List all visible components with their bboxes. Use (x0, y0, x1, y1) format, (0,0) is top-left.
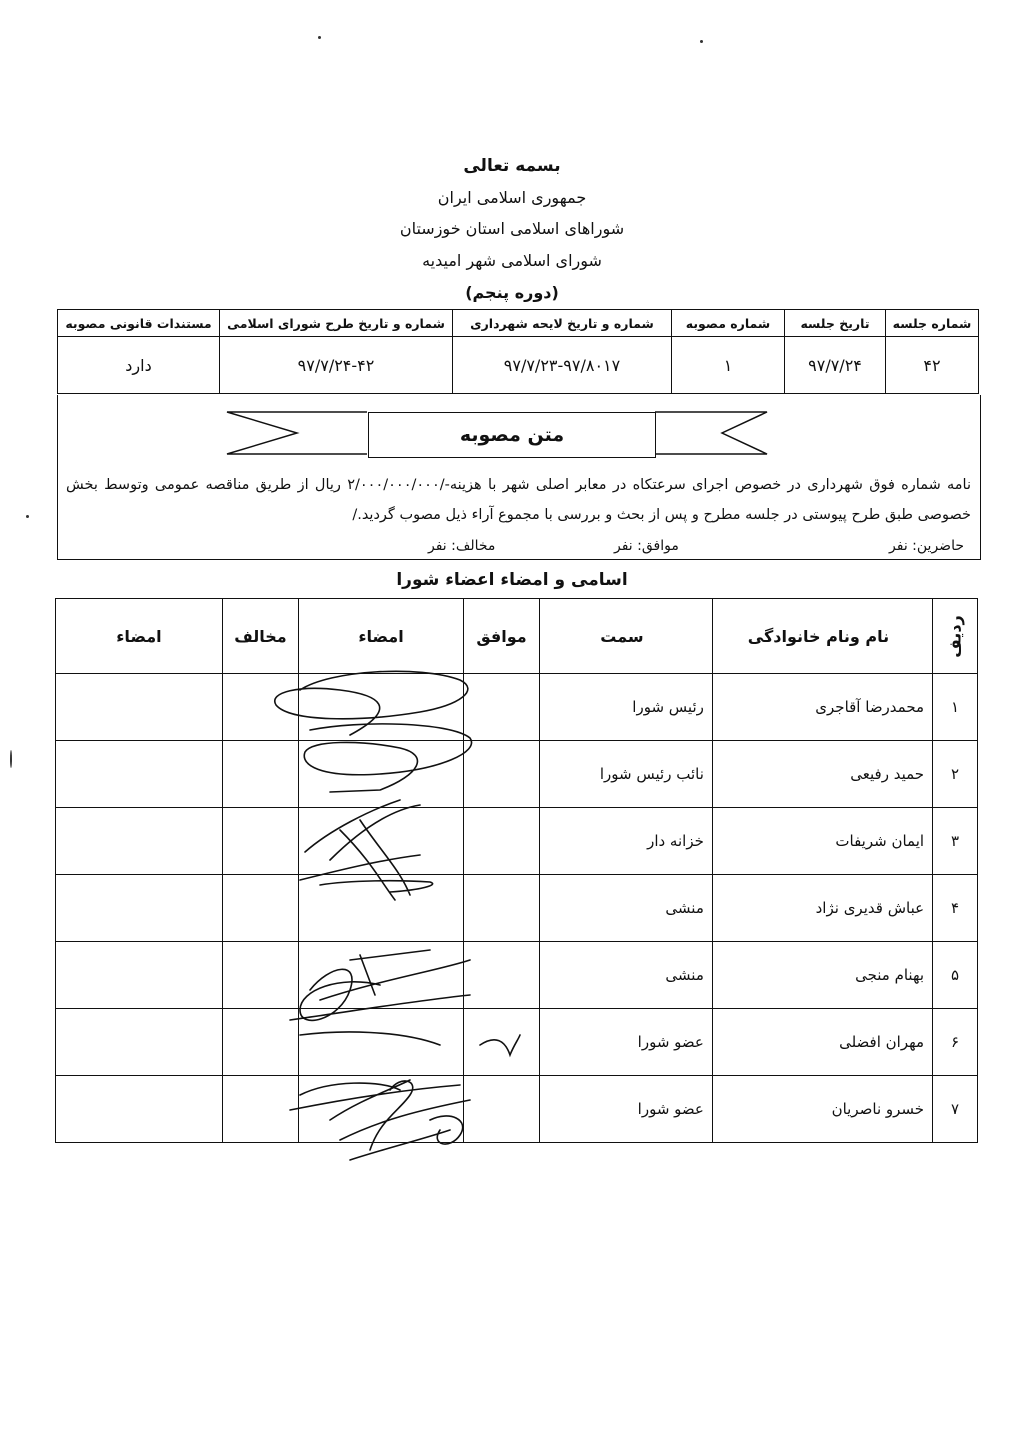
member-row (56, 741, 978, 808)
member-index: ۷ (933, 1076, 978, 1143)
bismillah-heading: بسمه تعالی (463, 156, 561, 176)
member-row (56, 808, 978, 875)
member-row (56, 875, 978, 942)
meta-header-resolution-number: شماره مصوبه (672, 310, 785, 337)
header-signature-2: امضاء (56, 599, 223, 674)
member-name: بهنام منجی (712, 942, 932, 1009)
member-name: مهران افضلی (712, 1009, 932, 1076)
scan-speck (318, 36, 321, 39)
members-title: اسامی و امضاء اعضاء شورا (396, 570, 628, 590)
meta-session-date: ۹۷/۷/۲۴ (785, 337, 886, 394)
scan-speck (10, 750, 12, 768)
member-disagree-cell (222, 674, 298, 741)
meta-session-number: ۴۲ (886, 337, 979, 394)
member-index: ۴ (933, 875, 978, 942)
member-row (56, 674, 978, 741)
member-signature-cell (299, 942, 464, 1009)
disagree-count: مخالف: نفر (428, 538, 496, 554)
member-name: محمدرضا آقاجری (712, 674, 932, 741)
member-disagree-cell (222, 808, 298, 875)
member-signature2-cell (56, 1076, 223, 1143)
meta-resolution-number: ۱ (672, 337, 785, 394)
resolution-title: متن مصوبه (368, 412, 656, 458)
member-agree-cell (463, 942, 539, 1009)
header-role: سمت (540, 599, 713, 674)
resolution-meta-table (57, 309, 979, 394)
header-signature: امضاء (299, 599, 464, 674)
meta-council-plan: ۹۷/۷/۲۴-۴۲ (220, 337, 453, 394)
member-signature2-cell (56, 741, 223, 808)
member-signature-cell (299, 674, 464, 741)
member-agree-cell (463, 875, 539, 942)
meta-header-council-plan: شماره و تاریخ طرح شورای اسلامی (220, 310, 453, 337)
member-row (56, 942, 978, 1009)
member-disagree-cell (222, 741, 298, 808)
member-agree-cell (463, 1009, 539, 1076)
header-disagree: مخالف (222, 599, 298, 674)
member-name: ایمان شریفات (712, 808, 932, 875)
member-index: ۳ (933, 808, 978, 875)
meta-municipal-bill: ۹۷/۷/۲۳-۹۷/۸۰۱۷ (453, 337, 672, 394)
agree-count: موافق: نفر (614, 538, 679, 554)
member-row (56, 1076, 978, 1143)
member-agree-cell (463, 674, 539, 741)
member-signature-cell (299, 808, 464, 875)
member-signature-cell (299, 1076, 464, 1143)
header-agree: موافق (463, 599, 539, 674)
member-signature2-cell (56, 808, 223, 875)
country-heading: جمهوری اسلامی ایران (437, 188, 587, 207)
member-disagree-cell (222, 1076, 298, 1143)
member-row (56, 1009, 978, 1076)
header-index: ردیف (933, 599, 978, 674)
member-role: خزانه دار (540, 808, 713, 875)
member-role: منشی (540, 875, 713, 942)
term-heading: (دوره پنجم) (465, 283, 559, 302)
member-signature-cell (299, 1009, 464, 1076)
member-role: رئیس شورا (540, 674, 713, 741)
member-disagree-cell (222, 1009, 298, 1076)
member-role: نائب رئیس شورا (540, 741, 713, 808)
header-name: نام ونام خانوادگی (712, 599, 932, 674)
meta-legal-docs: دارد (58, 337, 220, 394)
member-index: ۲ (933, 741, 978, 808)
member-signature-cell (299, 741, 464, 808)
member-role: عضو شورا (540, 1009, 713, 1076)
member-role: عضو شورا (540, 1076, 713, 1143)
member-index: ۵ (933, 942, 978, 1009)
member-agree-cell (463, 741, 539, 808)
scan-speck (700, 40, 703, 43)
members-table (55, 598, 978, 1143)
member-signature2-cell (56, 875, 223, 942)
member-index: ۶ (933, 1009, 978, 1076)
member-signature2-cell (56, 674, 223, 741)
province-council-heading: شوراهای اسلامی استان خوزستان (399, 219, 625, 238)
member-name: عباش قدیری نژاد (712, 875, 932, 942)
member-disagree-cell (222, 942, 298, 1009)
members-header-row (56, 599, 978, 674)
member-role: منشی (540, 942, 713, 1009)
scan-speck (26, 515, 29, 518)
member-agree-cell (463, 808, 539, 875)
meta-header-municipal-bill: شماره و تاریخ لایحه شهرداری (453, 310, 672, 337)
meta-value-row (58, 337, 979, 394)
member-name: حمید رفیعی (712, 741, 932, 808)
city-council-heading: شورای اسلامی شهر امیدیه (422, 251, 602, 270)
resolution-body: نامه شماره فوق شهرداری در خصوص اجرای سرعتکاه در معابر اصلی شهر با هزینه-/۲/۰۰۰/۰۰۰/۰۰۰ ریال از طریق مناقصه عمومی وتوسط بخش خصوصی طبق طرح پیوستی در جلسه مطرح و پس از بحث و بررسی با مجموع آراء ذیل مصوب گردید./ (66, 477, 971, 523)
meta-header-session-number: شماره جلسه (886, 310, 979, 337)
member-disagree-cell (222, 875, 298, 942)
member-signature-cell (299, 875, 464, 942)
meta-header-row (58, 310, 979, 337)
meta-header-session-date: تاریخ جلسه (785, 310, 886, 337)
member-index: ۱ (933, 674, 978, 741)
member-agree-cell (463, 1076, 539, 1143)
member-signature2-cell (56, 1009, 223, 1076)
member-name: خسرو ناصریان (712, 1076, 932, 1143)
meta-header-legal-docs: مستندات قانونی مصوبه (58, 310, 220, 337)
member-signature2-cell (56, 942, 223, 1009)
present-count: حاضرین: نفر (889, 538, 964, 554)
